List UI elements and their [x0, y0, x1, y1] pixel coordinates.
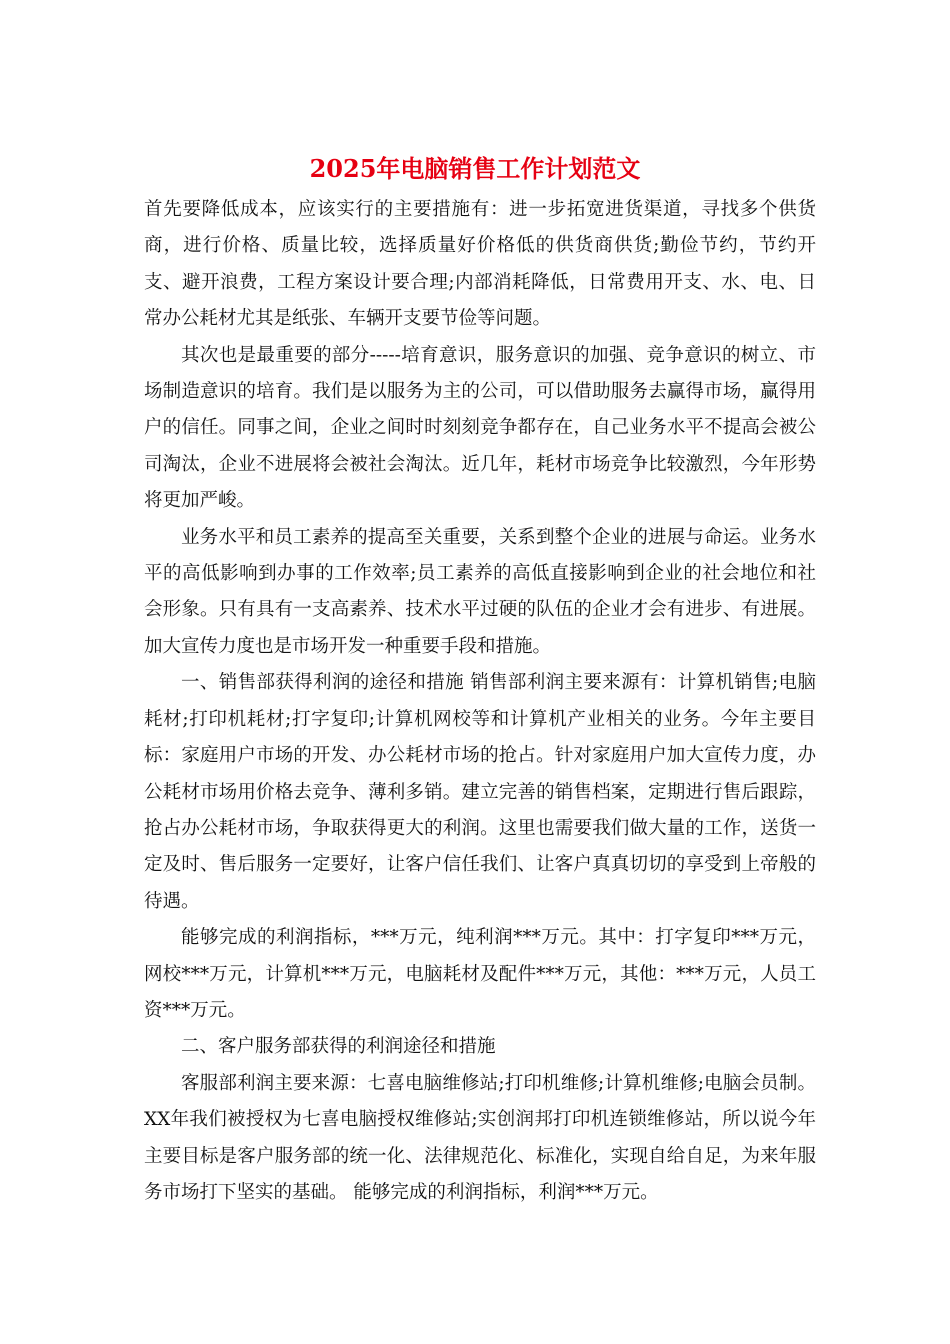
document-body: [144, 192, 816, 1211]
document-title: 2025年电脑销售工作计划范文: [309, 154, 641, 183]
paragraph-profit-targets: 能够完成的利润指标，***万元，纯利润***万元。其中：打字复印***万元，网校***万元，计算机***万元，电脑耗材及配件***万元，其他：***万元，人员工资***万元。: [144, 927, 816, 1021]
section-heading-customer-service: 二、客户服务部获得的利润途径和措施: [181, 1036, 496, 1058]
paragraph-cost-reduction: 首先要降低成本，应该实行的主要措施有：进一步拓宽进货渠道，寻找多个供货商，进行价格、质量比较，选择质量好价格低的供货商供货;勤俭节约，节约开支、避开浪费，工程方案设计要合理;内部消耗降低，日常费用开支、水、电、日常办公耗材尤其是纸张、车辆开支要节俭等问题。: [144, 199, 816, 330]
paragraph-customer-service: 客服部利润主要来源：七喜电脑维修站;打印机维修;计算机维修;电脑会员制。XX年我们被授权为七喜电脑授权维修站;实创润邦打印机连锁维修站，所以说今年主要目标是客户服务部的统一化、法律规范化、标准化，实现自给自足，为来年服务市场打下坚实的基础。 能够完成的利润指标，利润***万元。: [144, 1072, 816, 1203]
paragraph-awareness: 其次也是最重要的部分-----培育意识，服务意识的加强、竞争意识的树立、市场制造意识的培育。我们是以服务为主的公司，可以借助服务去赢得市场，赢得用户的信任。同事之间，企业之间时时刻刻竞争都存在，自己业务水平不提高会被公司淘汰，企业不进展将会被社会淘汰。近几年，耗材市场竞争比较激烈，今年形势将更加严峻。: [144, 344, 816, 512]
paragraph-sales-profit: 一、销售部获得利润的途径和措施 销售部利润主要来源有：计算机销售;电脑耗材;打印机耗材;打字复印;计算机网校等和计算机产业相关的业务。今年主要目标：家庭用户市场的开发、办公耗材市场的抢占。针对家庭用户加大宣传力度，办公耗材市场用价格去竞争、薄利多销。建立完善的销售档案，定期进行售后跟踪，抢占办公耗材市场，争取获得更大的利润。这里也需要我们做大量的工作，送货一定及时、售后服务一定要好，让客户信任我们、让客户真真切切的享受到上帝般的待遇。: [144, 672, 816, 912]
paragraph-staff-quality: 业务水平和员工素养的提高至关重要，关系到整个企业的进展与命运。业务水平的高低影响到办事的工作效率;员工素养的高低直接影响到企业的社会地位和社会形象。只有具有一支高素养、技术水平过硬的队伍的企业才会有进步、有进展。 加大宣传力度也是市场开发一种重要手段和措施。: [144, 526, 816, 657]
